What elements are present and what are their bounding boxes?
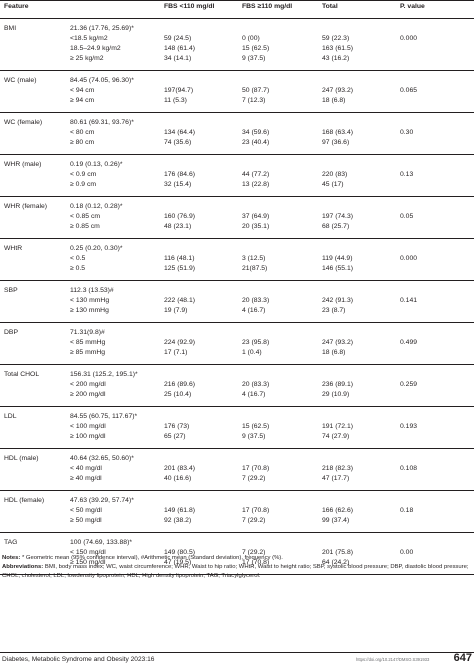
fbs-high-cell: 17 (70.8) (238, 558, 318, 575)
category-cell: < 150 mg/dl (70, 549, 106, 556)
feature-cell (0, 170, 66, 180)
doi-link[interactable]: https://doi.org/10.2147/DMSO.S391933 (356, 657, 430, 662)
notes-label: Notes: (2, 555, 21, 561)
feature-cell (0, 54, 66, 71)
feature-cell (0, 34, 66, 44)
category-cell: <18.5 kg/m2 (70, 35, 108, 42)
feature-cell: DBP (4, 329, 18, 336)
page-number: 647 (453, 652, 472, 664)
table-row (0, 380, 474, 390)
total-cell: 64 (24.2) (318, 558, 396, 575)
total-cell: 191 (72.1) (322, 423, 353, 430)
total-cell: 146 (55.1) (318, 264, 396, 281)
category-cell: ≥ 200 mg/dl (66, 390, 160, 407)
pvalue-cell: 0.108 (400, 465, 418, 472)
category-cell: ≥ 130 mmHg (66, 306, 160, 323)
total-cell: 68 (25.7) (318, 222, 396, 239)
fbs-low-cell (160, 281, 238, 297)
total-cell: 18 (6.8) (318, 348, 396, 365)
feature-cell (0, 380, 66, 390)
feature-cell (0, 506, 66, 516)
category-cell: ≥ 0.85 cm (66, 222, 160, 239)
feature-cell (0, 86, 66, 96)
total-cell (318, 365, 396, 381)
fbs-high-cell (238, 449, 318, 465)
category-cell: 84.45 (74.05, 96.30)* (70, 77, 134, 84)
pvalue-cell (396, 71, 474, 87)
fbs-high-cell: 4 (16.7) (238, 306, 318, 323)
fbs-high-cell (238, 323, 318, 339)
total-cell: 247 (93.2) (322, 87, 353, 94)
table-notes (2, 554, 472, 581)
pvalue-cell (396, 264, 474, 281)
fbs-low-cell (160, 365, 238, 381)
fbs-low-cell: 59 (24.5) (164, 35, 192, 42)
feature-cell: WC (female) (4, 119, 43, 126)
pvalue-cell (396, 44, 474, 54)
category-cell: < 40 mg/dl (70, 465, 102, 472)
fbs-high-cell (238, 365, 318, 381)
fbs-low-cell: 149 (80.5) (164, 549, 195, 556)
total-cell: 197 (74.3) (322, 213, 353, 220)
fbs-low-cell: 176 (73) (164, 423, 190, 430)
table-row (0, 348, 474, 365)
pvalue-cell: 0.13 (400, 171, 414, 178)
total-cell: 247 (93.2) (322, 339, 353, 346)
pvalue-cell: 0.05 (400, 213, 414, 220)
category-cell: ≥ 100 mg/dl (66, 432, 160, 449)
fbs-low-cell (160, 533, 238, 549)
fbs-low-cell (160, 407, 238, 423)
fbs-low-cell: 148 (61.4) (164, 45, 195, 52)
notes-text: * Geometric mean (95% confidence interval), #Arithmetic mean (Standard deviation), frequency (%). (20, 555, 283, 561)
pvalue-cell (396, 222, 474, 239)
table-body (0, 19, 474, 575)
category-cell: 71.31(9.8)# (70, 329, 105, 336)
fbs-low-cell: 134 (64.4) (164, 129, 195, 136)
table-row (0, 197, 474, 213)
fbs-low-cell: 92 (38.2) (160, 516, 238, 533)
total-cell: 74 (27.9) (318, 432, 396, 449)
fbs-high-cell: 50 (87.7) (242, 87, 270, 94)
fbs-high-cell (238, 239, 318, 255)
category-cell: ≥ 50 mg/dl (66, 516, 160, 533)
feature-cell: WHtR (4, 245, 23, 252)
header-pvalue: P. value (396, 1, 474, 19)
category-cell: 40.64 (32.65, 50.60)* (70, 455, 134, 462)
feature-cell (0, 348, 66, 365)
total-cell: 29 (10.9) (318, 390, 396, 407)
fbs-low-cell: 201 (83.4) (164, 465, 195, 472)
feature-cell (0, 296, 66, 306)
table-row (0, 212, 474, 222)
fbs-low-cell: 160 (76.9) (164, 213, 195, 220)
pvalue-cell (396, 365, 474, 381)
total-cell (318, 197, 396, 213)
table-row (0, 34, 474, 44)
page-footer (0, 652, 474, 668)
fbs-low-cell (160, 239, 238, 255)
total-cell (318, 19, 396, 35)
pvalue-cell: 0.18 (400, 507, 414, 514)
fbs-low-cell: 11 (5.3) (160, 96, 238, 113)
category-cell: 47.63 (39.29, 57.74)* (70, 497, 134, 504)
table-row (0, 96, 474, 113)
table-row (0, 86, 474, 96)
pvalue-cell: 0.00 (400, 549, 414, 556)
table-row (0, 323, 474, 339)
table-row (0, 491, 474, 507)
total-cell: 242 (91.3) (322, 297, 353, 304)
fbs-high-cell: 23 (40.4) (238, 138, 318, 155)
category-cell: 21.36 (17.76, 25.69)* (70, 25, 134, 32)
category-cell: 0.18 (0.12, 0.28)* (70, 203, 123, 210)
fbs-low-cell: 197(94.7) (164, 87, 194, 94)
table-row (0, 155, 474, 171)
table-row (0, 138, 474, 155)
table-row (0, 306, 474, 323)
total-cell: 218 (82.3) (322, 465, 353, 472)
category-cell: < 200 mg/dl (70, 381, 106, 388)
table-row (0, 296, 474, 306)
feature-cell: HDL (male) (4, 455, 39, 462)
feature-cell: Total CHOL (4, 371, 40, 378)
feature-cell (0, 474, 66, 491)
table-row (0, 128, 474, 138)
pvalue-cell (396, 474, 474, 491)
fbs-low-cell: 48 (23.1) (160, 222, 238, 239)
notes-line (2, 554, 472, 563)
table-row (0, 422, 474, 432)
feature-cell (0, 390, 66, 407)
feature-cell: TAG (4, 539, 18, 546)
fbs-high-cell (238, 407, 318, 423)
feature-cell (0, 212, 66, 222)
fbs-high-cell (238, 491, 318, 507)
total-cell: 43 (16.2) (318, 54, 396, 71)
fbs-low-cell: 25 (10.4) (160, 390, 238, 407)
pvalue-cell (396, 138, 474, 155)
feature-cell: HDL (female) (4, 497, 45, 504)
fbs-high-cell (238, 19, 318, 35)
feature-cell (0, 306, 66, 323)
feature-cell (0, 516, 66, 533)
fbs-low-cell: 125 (51.9) (160, 264, 238, 281)
fbs-high-cell: 3 (12.5) (242, 255, 266, 262)
fbs-low-cell: 149 (61.8) (164, 507, 195, 514)
table-row (0, 44, 474, 54)
total-cell: 99 (37.4) (318, 516, 396, 533)
total-cell: 163 (61.5) (322, 45, 353, 52)
table-row (0, 264, 474, 281)
pvalue-cell (396, 113, 474, 129)
abbreviations-label: Abbreviations: (2, 564, 44, 570)
fbs-high-cell: 17 (70.8) (242, 465, 270, 472)
feature-cell (0, 422, 66, 432)
total-cell (318, 449, 396, 465)
fbs-high-cell (238, 533, 318, 549)
total-cell (318, 533, 396, 549)
fbs-high-cell: 37 (64.9) (242, 213, 270, 220)
total-cell (318, 155, 396, 171)
total-cell: 166 (62.6) (322, 507, 353, 514)
feature-cell: SBP (4, 287, 18, 294)
pvalue-cell: 0.30 (400, 129, 414, 136)
category-cell: 112.3 (13.53)# (70, 287, 114, 294)
pvalue-cell (396, 155, 474, 171)
fbs-high-cell (238, 113, 318, 129)
fbs-high-cell: 7 (29.2) (238, 516, 318, 533)
pvalue-cell: 0.259 (400, 381, 418, 388)
fbs-high-cell: 0 (00) (242, 35, 260, 42)
header-fbs-high: FBS ≥110 mg/dl (238, 1, 318, 19)
fbs-low-cell (160, 113, 238, 129)
category-cell: ≥ 80 cm (66, 138, 160, 155)
feature-cell (0, 222, 66, 239)
category-cell: < 0.9 cm (70, 171, 97, 178)
total-cell (318, 323, 396, 339)
pvalue-cell (396, 239, 474, 255)
pvalue-cell (396, 533, 474, 549)
fbs-high-cell: 13 (22.8) (238, 180, 318, 197)
table-row (0, 464, 474, 474)
fbs-high-cell: 23 (95.8) (242, 339, 270, 346)
feature-cell (0, 180, 66, 197)
category-cell: 84.55 (60.75, 117.67)* (70, 413, 138, 420)
feature-cell: WHR (female) (4, 203, 48, 210)
fbs-high-cell: 15 (62.5) (242, 423, 270, 430)
pvalue-cell: 0.065 (400, 87, 418, 94)
total-cell (318, 281, 396, 297)
fbs-low-cell (160, 197, 238, 213)
fbs-low-cell (160, 323, 238, 339)
header-feature: Feature (0, 1, 66, 19)
feature-cell (0, 138, 66, 155)
category-cell: < 85 mmHg (70, 339, 106, 346)
total-cell (318, 71, 396, 87)
feature-cell (0, 96, 66, 113)
table-row (0, 54, 474, 71)
total-cell: 201 (75.8) (322, 549, 353, 556)
fbs-high-cell (238, 71, 318, 87)
feature-cell (0, 128, 66, 138)
fbs-low-cell: 65 (27) (160, 432, 238, 449)
table-row (0, 19, 474, 35)
table-header (0, 1, 474, 19)
fbs-low-cell (160, 491, 238, 507)
category-cell: < 50 mg/dl (70, 507, 102, 514)
table-row (0, 239, 474, 255)
total-cell: 18 (6.8) (318, 96, 396, 113)
fbs-high-cell: 17 (70.8) (242, 507, 270, 514)
total-cell: 47 (17.7) (318, 474, 396, 491)
table-row (0, 506, 474, 516)
fbs-high-cell: 9 (37.5) (238, 432, 318, 449)
fbs-low-cell (160, 19, 238, 35)
fbs-high-cell: 44 (77.2) (242, 171, 270, 178)
fbs-low-cell (160, 155, 238, 171)
feature-cell (0, 254, 66, 264)
pvalue-cell (396, 491, 474, 507)
category-cell: < 0.85 cm (70, 213, 101, 220)
fbs-high-cell (238, 281, 318, 297)
pvalue-cell (396, 306, 474, 323)
fbs-low-cell: 47 (19.5) (160, 558, 238, 575)
feature-cell: LDL (4, 413, 17, 420)
fbs-high-cell: 34 (59.6) (242, 129, 270, 136)
fbs-low-cell: 222 (48.1) (164, 297, 195, 304)
category-cell: < 94 cm (70, 87, 95, 94)
total-cell: 168 (63.4) (322, 129, 353, 136)
pvalue-cell: 0.499 (400, 339, 418, 346)
category-cell: ≥ 94 cm (66, 96, 160, 113)
category-cell: 0.25 (0.20, 0.30)* (70, 245, 123, 252)
pvalue-cell: 0.193 (400, 423, 418, 430)
feature-cell (0, 464, 66, 474)
fbs-low-cell: 176 (84.6) (164, 171, 195, 178)
table-row (0, 432, 474, 449)
pvalue-cell (396, 323, 474, 339)
fbs-high-cell (238, 197, 318, 213)
abbreviations-line (2, 563, 472, 581)
fbs-low-cell: 32 (15.4) (160, 180, 238, 197)
abbreviations-text: BMI, body mass index; WC, waist circumference; WHR, Waist to hip ratio; WHtR, Waist to height ratio; SBP, systolic blood pressure; DBP, diastolic blood pressure; CHOL, cholesterol; LDL, lowdensity lipoprotein; HDL, High density lipoprotein; TAG, Triacylglycerol. (2, 564, 469, 579)
table-row (0, 71, 474, 87)
pvalue-cell (396, 348, 474, 365)
fbs-low-cell (160, 449, 238, 465)
pvalue-cell (396, 407, 474, 423)
table-row (0, 365, 474, 381)
feature-cell (0, 264, 66, 281)
fbs-high-cell: 20 (83.3) (242, 297, 270, 304)
fbs-high-cell: 4 (16.7) (238, 390, 318, 407)
fbs-high-cell: 21(87.5) (238, 264, 318, 281)
category-cell: < 80 cm (70, 129, 95, 136)
total-cell (318, 407, 396, 423)
table-row (0, 170, 474, 180)
category-cell: 100 (74.69, 133.88)* (70, 539, 132, 546)
total-cell: 45 (17) (318, 180, 396, 197)
table-row (0, 254, 474, 264)
pvalue-cell: 0.141 (400, 297, 418, 304)
total-cell: 220 (83) (322, 171, 348, 178)
feature-cell: WC (male) (4, 77, 37, 84)
total-cell (318, 239, 396, 255)
category-cell: ≥ 85 mmHg (66, 348, 160, 365)
total-cell (318, 491, 396, 507)
fbs-low-cell: 17 (7.1) (160, 348, 238, 365)
category-cell: ≥ 150 mg/dl (66, 558, 160, 575)
header-row (0, 1, 474, 19)
fbs-high-cell: 7 (12.3) (238, 96, 318, 113)
fbs-low-cell: 34 (14.1) (160, 54, 238, 71)
category-cell: < 0.5 (70, 255, 86, 262)
category-cell: ≥ 25 kg/m2 (66, 54, 160, 71)
feature-cell (0, 338, 66, 348)
fbs-low-cell (160, 71, 238, 87)
fbs-high-cell: 20 (35.1) (238, 222, 318, 239)
table-row (0, 113, 474, 129)
feature-cell (0, 432, 66, 449)
table-row (0, 533, 474, 549)
category-cell: 0.19 (0.13, 0.26)* (70, 161, 123, 168)
table-row (0, 222, 474, 239)
total-cell: 23 (8.7) (318, 306, 396, 323)
table-row (0, 516, 474, 533)
fbs-high-cell: 1 (0.4) (238, 348, 318, 365)
total-cell (318, 113, 396, 129)
pvalue-cell (396, 96, 474, 113)
table-row (0, 180, 474, 197)
fbs-high-cell: 20 (83.3) (242, 381, 270, 388)
header-total: Total (318, 1, 396, 19)
pvalue-cell (396, 180, 474, 197)
category-cell: < 100 mg/dl (70, 423, 106, 430)
total-cell: 59 (22.3) (322, 35, 350, 42)
category-cell: 80.61 (69.31, 93.76)* (70, 119, 134, 126)
category-cell: ≥ 40 mg/dl (66, 474, 160, 491)
fbs-low-cell: 19 (7.9) (160, 306, 238, 323)
fbs-low-cell: 116 (48.1) (164, 255, 195, 262)
pvalue-cell (396, 281, 474, 297)
pvalue-cell: 0.000 (400, 35, 418, 42)
table-row (0, 449, 474, 465)
pvalue-cell (396, 432, 474, 449)
total-cell: 119 (44.9) (322, 255, 353, 262)
journal-citation: Diabetes, Metabolic Syndrome and Obesity 2023:16 (2, 656, 155, 663)
fbs-high-cell: 7 (29.2) (238, 474, 318, 491)
feature-cell: WHR (male) (4, 161, 42, 168)
pvalue-cell (396, 449, 474, 465)
pvalue-cell (396, 197, 474, 213)
fbs-high-cell (238, 155, 318, 171)
pvalue-cell (396, 390, 474, 407)
table-row (0, 338, 474, 348)
total-cell: 236 (89.1) (322, 381, 353, 388)
fbs-low-cell: 74 (35.6) (160, 138, 238, 155)
feature-cell: BMI (4, 25, 17, 32)
table-row (0, 390, 474, 407)
pvalue-cell: 0.000 (400, 255, 418, 262)
category-cell: < 130 mmHg (70, 297, 110, 304)
data-table (0, 1, 474, 575)
pvalue-cell (396, 516, 474, 533)
table-row (0, 407, 474, 423)
fbs-low-cell: 216 (89.6) (164, 381, 195, 388)
fbs-low-cell: 40 (16.6) (160, 474, 238, 491)
table-row (0, 474, 474, 491)
total-cell: 97 (36.6) (318, 138, 396, 155)
pvalue-cell (396, 19, 474, 35)
fbs-low-cell: 224 (92.9) (164, 339, 195, 346)
feature-cell (0, 44, 66, 54)
table-row (0, 281, 474, 297)
header-fbs-low: FBS <110 mg/dl (160, 1, 238, 19)
fbs-high-cell: 9 (37.5) (238, 54, 318, 71)
fbs-high-cell: 15 (62.5) (242, 45, 270, 52)
category-cell: ≥ 0.9 cm (66, 180, 160, 197)
fbs-high-cell: 7 (29.2) (242, 549, 266, 556)
pvalue-cell (396, 54, 474, 71)
category-cell: 156.31 (125.2, 195.1)* (70, 371, 138, 378)
category-cell: ≥ 0.5 (66, 264, 160, 281)
header-blank (66, 1, 160, 19)
category-cell: 18.5–24.9 kg/m2 (70, 45, 121, 52)
